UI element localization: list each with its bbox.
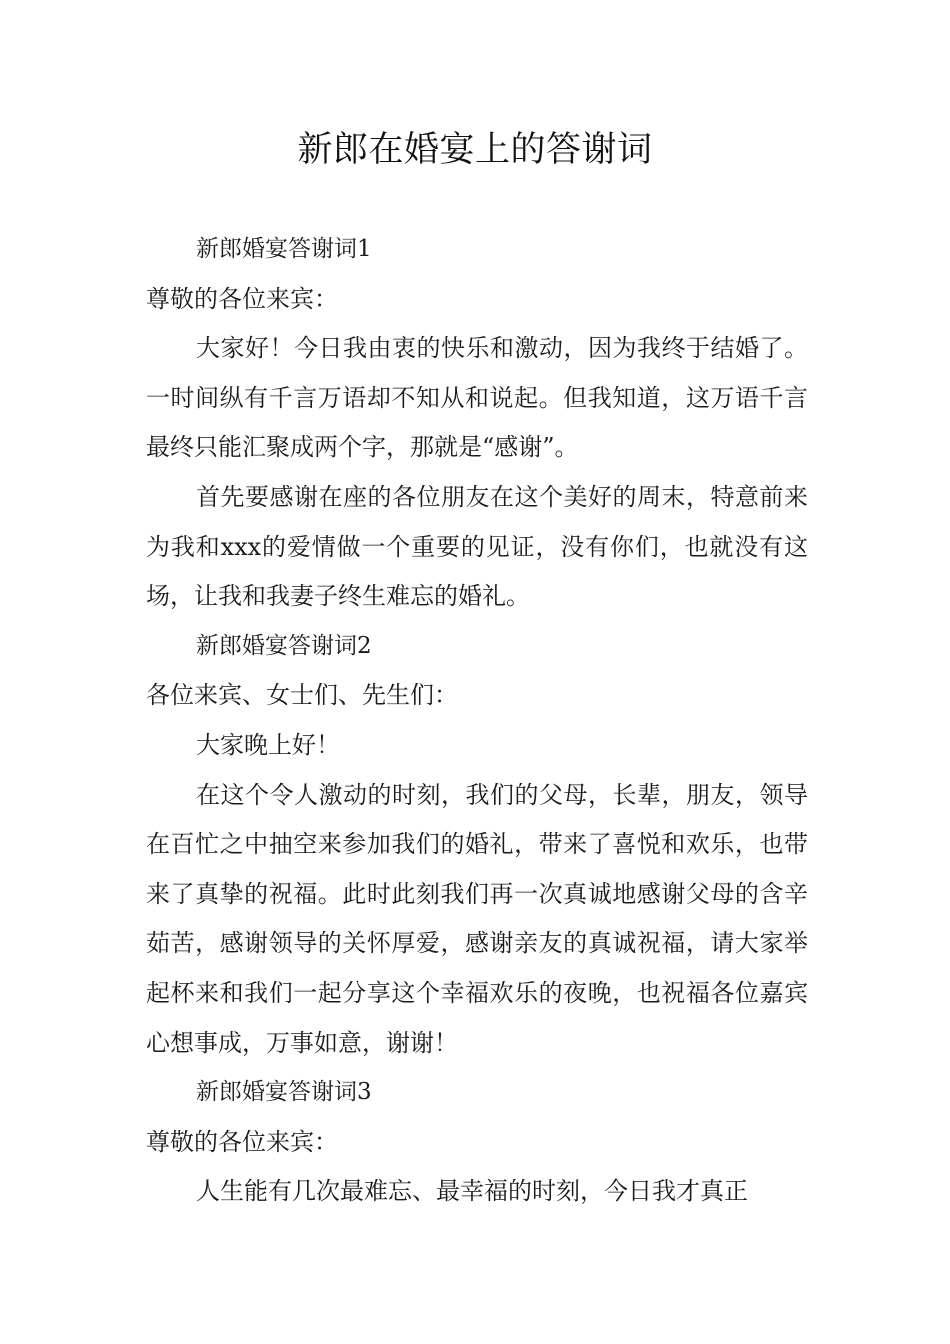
section-heading-2: 新郎婚宴答谢词2 [196, 632, 372, 659]
paragraph-thanks-friends: 首先要感谢在座的各位朋友在这个美好的周末，特意前来为我和xxx的爱情做一个重要的见证，没有你们，也就没有这场，让我和我妻子终生难忘的婚礼。 [146, 482, 808, 611]
document-body [146, 225, 808, 1217]
section-heading-1: 新郎婚宴答谢词1 [196, 236, 372, 262]
salutation-2: 各位来宾、女士们、先生们： [146, 681, 458, 710]
paragraph-greeting: 大家好！今日我由衷的快乐和激动，因为我终于结婚了。一时间纵有千言万语却不知从和说起。但我知道，这万语千言最终只能汇聚成两个字，那就是“感谢”。 [146, 334, 808, 462]
paragraph-memorable-moment: 人生能有几次最难忘、最幸福的时刻，今日我才真正 [196, 1177, 748, 1206]
paragraph-good-evening: 大家晚上好！ [196, 730, 340, 759]
salutation-3: 尊敬的各位来宾： [146, 1127, 338, 1156]
salutation-1: 尊敬的各位来宾： [146, 284, 338, 313]
document-title: 新郎在婚宴上的答谢词 [297, 130, 653, 170]
paragraph-thanks-parents: 在这个令人激动的时刻，我们的父母，长辈，朋友，领导在百忙之中抽空来参加我们的婚礼，带来了喜悦和欢乐，也带来了真挚的祝福。此时此刻我们再一次真诚地感谢父母的含辛茹苦，感谢领导的关怀厚爱，感谢亲友的真诚祝福，请大家举起杯来和我们一起分享这个幸福欢乐的夜晚，也祝福各位嘉宾心想事成，万事如意，谢谢！ [146, 780, 808, 1057]
section-heading-3: 新郎婚宴答谢词3 [196, 1079, 372, 1106]
